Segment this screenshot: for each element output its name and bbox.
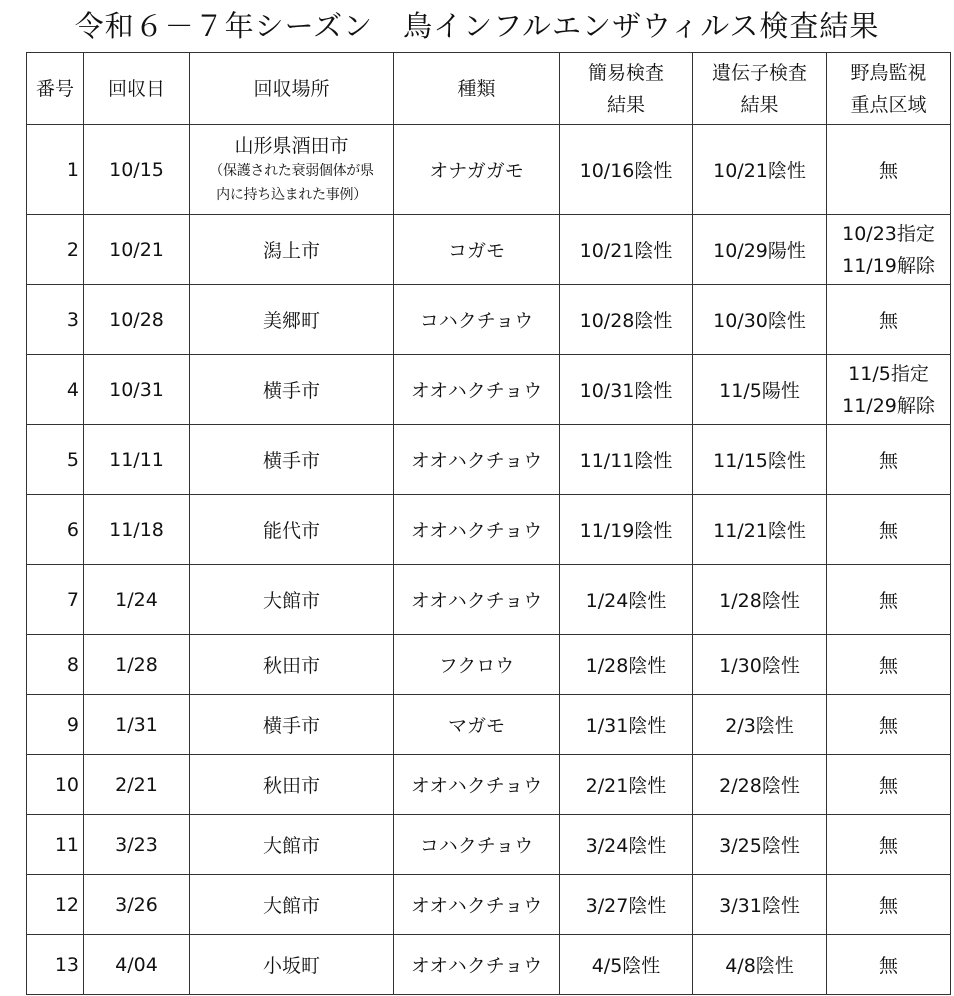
cell-no: 13 <box>27 935 84 995</box>
header-date: 回収日 <box>84 53 190 125</box>
header-no: 番号 <box>27 53 84 125</box>
cell-rapid: 3/27陰性 <box>560 875 693 935</box>
results-table <box>26 52 951 995</box>
header-zone-line2: 重点区域 <box>850 93 927 116</box>
header-rapid-line2: 結果 <box>606 93 645 116</box>
cell-no: 10 <box>27 755 84 815</box>
cell-species: オオハクチョウ <box>394 355 560 425</box>
header-rapid-line1: 簡易検査 <box>587 61 664 84</box>
cell-date: 1/28 <box>84 635 190 695</box>
cell-date: 2/21 <box>84 755 190 815</box>
cell-species: コハクチョウ <box>394 285 560 355</box>
cell-gene: 11/15陰性 <box>693 425 827 495</box>
cell-rapid: 1/31陰性 <box>560 695 693 755</box>
cell-place-main: 山形県酒田市 <box>234 134 349 157</box>
cell-date: 10/21 <box>84 215 190 285</box>
cell-rapid: 10/28陰性 <box>560 285 693 355</box>
header-gene <box>693 53 827 125</box>
cell-place-note-line2: 内に持ち込まれた事例） <box>216 186 367 203</box>
cell-place: 秋田市 <box>190 635 394 695</box>
cell-place: 能代市 <box>190 495 394 565</box>
cell-gene: 11/21陰性 <box>693 495 827 565</box>
cell-no: 5 <box>27 425 84 495</box>
cell-gene: 3/31陰性 <box>693 875 827 935</box>
cell-zone: 無 <box>827 285 951 355</box>
cell-species: フクロウ <box>394 635 560 695</box>
cell-date: 10/28 <box>84 285 190 355</box>
cell-species: オオハクチョウ <box>394 935 560 995</box>
cell-gene: 1/30陰性 <box>693 635 827 695</box>
table-row <box>27 695 951 755</box>
cell-species: マガモ <box>394 695 560 755</box>
table-row <box>27 425 951 495</box>
cell-place: 大館市 <box>190 875 394 935</box>
cell-zone-designated: 11/5指定 <box>848 362 929 385</box>
cell-place: 横手市 <box>190 425 394 495</box>
cell-date: 11/11 <box>84 425 190 495</box>
cell-place: 小坂町 <box>190 935 394 995</box>
header-gene-line1: 遺伝子検査 <box>711 61 807 84</box>
cell-date: 4/04 <box>84 935 190 995</box>
cell-date: 10/31 <box>84 355 190 425</box>
table-row <box>27 495 951 565</box>
cell-no: 2 <box>27 215 84 285</box>
table-row <box>27 875 951 935</box>
header-row <box>27 53 951 125</box>
cell-species: オナガガモ <box>394 125 560 215</box>
cell-species: コハクチョウ <box>394 815 560 875</box>
cell-place <box>190 125 394 215</box>
header-place: 回収場所 <box>190 53 394 125</box>
cell-date: 10/15 <box>84 125 190 215</box>
cell-rapid: 10/21陰性 <box>560 215 693 285</box>
cell-no: 3 <box>27 285 84 355</box>
cell-zone: 無 <box>827 425 951 495</box>
cell-place-note-line1: （保護された衰弱個体が県 <box>209 162 374 179</box>
cell-species: オオハクチョウ <box>394 875 560 935</box>
cell-gene: 10/29陽性 <box>693 215 827 285</box>
cell-date: 3/26 <box>84 875 190 935</box>
cell-gene: 4/8陰性 <box>693 935 827 995</box>
cell-zone: 無 <box>827 635 951 695</box>
cell-gene: 10/30陰性 <box>693 285 827 355</box>
cell-species: オオハクチョウ <box>394 495 560 565</box>
cell-place: 横手市 <box>190 695 394 755</box>
page-title: 令和６－７年シーズン 鳥インフルエンザウィルス検査結果 <box>74 9 880 43</box>
cell-date: 1/24 <box>84 565 190 635</box>
cell-gene: 1/28陰性 <box>693 565 827 635</box>
cell-date: 1/31 <box>84 695 190 755</box>
table-row <box>27 935 951 995</box>
cell-gene: 3/25陰性 <box>693 815 827 875</box>
cell-place: 大館市 <box>190 565 394 635</box>
cell-zone-designated: 10/23指定 <box>842 222 935 245</box>
cell-no: 8 <box>27 635 84 695</box>
cell-rapid: 1/24陰性 <box>560 565 693 635</box>
cell-species: オオハクチョウ <box>394 565 560 635</box>
cell-zone: 無 <box>827 565 951 635</box>
cell-place: 秋田市 <box>190 755 394 815</box>
cell-no: 12 <box>27 875 84 935</box>
cell-zone: 無 <box>827 935 951 995</box>
cell-place: 大館市 <box>190 815 394 875</box>
cell-date: 11/18 <box>84 495 190 565</box>
table-row <box>27 125 951 215</box>
cell-rapid: 1/28陰性 <box>560 635 693 695</box>
cell-place: 横手市 <box>190 355 394 425</box>
cell-rapid: 2/21陰性 <box>560 755 693 815</box>
cell-no: 6 <box>27 495 84 565</box>
table-row <box>27 565 951 635</box>
cell-zone-lifted: 11/29解除 <box>842 394 935 417</box>
cell-zone: 無 <box>827 495 951 565</box>
cell-rapid: 3/24陰性 <box>560 815 693 875</box>
cell-gene: 2/3陰性 <box>693 695 827 755</box>
table-row <box>27 285 951 355</box>
cell-gene: 10/21陰性 <box>693 125 827 215</box>
cell-rapid: 11/19陰性 <box>560 495 693 565</box>
cell-species: オオハクチョウ <box>394 755 560 815</box>
cell-gene: 2/28陰性 <box>693 755 827 815</box>
cell-no: 7 <box>27 565 84 635</box>
cell-zone <box>827 215 951 285</box>
cell-rapid: 11/11陰性 <box>560 425 693 495</box>
table-row <box>27 635 951 695</box>
cell-date: 3/23 <box>84 815 190 875</box>
header-species: 種類 <box>394 53 560 125</box>
cell-species: オオハクチョウ <box>394 425 560 495</box>
cell-no: 11 <box>27 815 84 875</box>
table-row <box>27 755 951 815</box>
cell-zone: 無 <box>827 815 951 875</box>
cell-rapid: 10/31陰性 <box>560 355 693 425</box>
cell-no: 4 <box>27 355 84 425</box>
cell-place: 潟上市 <box>190 215 394 285</box>
cell-zone <box>827 355 951 425</box>
cell-species: コガモ <box>394 215 560 285</box>
cell-zone: 無 <box>827 695 951 755</box>
cell-no: 9 <box>27 695 84 755</box>
header-zone <box>827 53 951 125</box>
table-row <box>27 355 951 425</box>
table-row <box>27 215 951 285</box>
cell-zone-lifted: 11/19解除 <box>842 254 935 277</box>
header-zone-line1: 野鳥監視 <box>850 61 927 84</box>
cell-place: 美郷町 <box>190 285 394 355</box>
cell-zone: 無 <box>827 755 951 815</box>
cell-gene: 11/5陽性 <box>693 355 827 425</box>
cell-zone: 無 <box>827 875 951 935</box>
cell-rapid: 4/5陰性 <box>560 935 693 995</box>
cell-rapid: 10/16陰性 <box>560 125 693 215</box>
header-rapid <box>560 53 693 125</box>
header-gene-line2: 結果 <box>740 93 779 116</box>
table-row <box>27 815 951 875</box>
cell-no: 1 <box>27 125 84 215</box>
cell-zone: 無 <box>827 125 951 215</box>
